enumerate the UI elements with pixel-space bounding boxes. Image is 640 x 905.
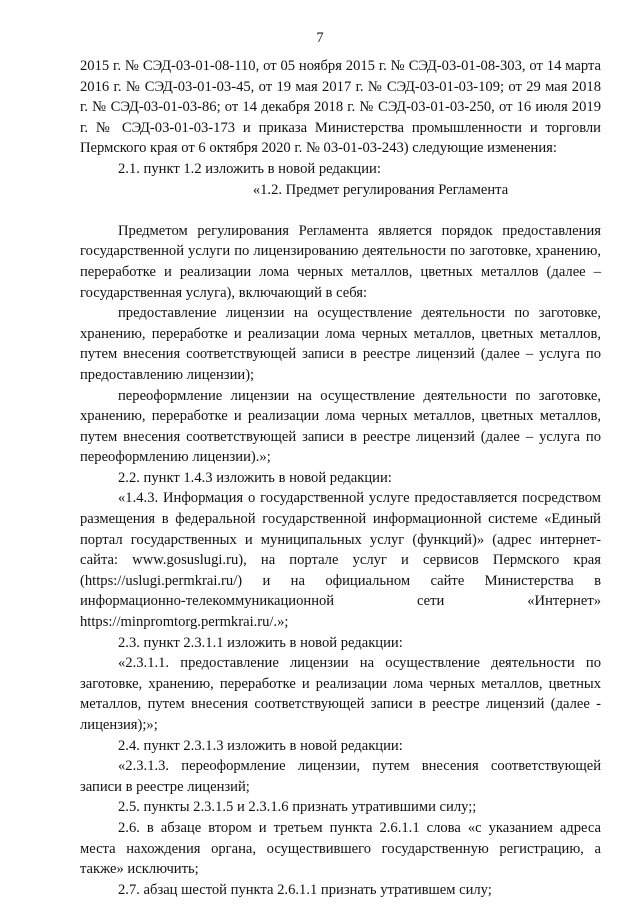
- paragraph-license-granting: предоставление лицензии на осуществление деятельности по заготовке, хранению, переработке и реализации лома черных металлов, цветных металлов, путем внесения соответствующей записи в реестре лицензий (далее – услуга по предоставлению лицензии);: [80, 305, 601, 383]
- paragraph-amendment-list: 2015 г. № СЭД-03-01-08-110, от 05 ноября 2015 г. № СЭД-03-01-08-303, от 14 марта 2016 г. № СЭД-03-01-03-45, от 19 мая 2017 г. № СЭД-03-01-03-109; от 29 мая 2018 г. № СЭД-03-01-03-86; от 14 декабря 2018 г. № СЭД-03-01-03-250, от 16 июля 2019 г. № СЭД-03-01-03-173 и приказа Министерства промышленности и торговли Пермского края от 6 октября 2020 г. № 03-01-03-243) следующие изменения:: [80, 58, 601, 157]
- paragraph-item-2-3: 2.3. пункт 2.3.1.1 изложить в новой редакции:: [118, 634, 403, 651]
- paragraph-item-2-1: 2.1. пункт 1.2 изложить в новой редакции:: [118, 160, 381, 177]
- paragraph-item-2-5: 2.5. пункты 2.3.1.5 и 2.3.1.6 признать утратившими силу;;: [118, 799, 477, 816]
- paragraph-item-2-3-1-3: «2.3.1.3. переоформление лицензии, путем внесения соответствующей записи в реестре лицензий;: [80, 758, 601, 795]
- document-body: [80, 56, 601, 900]
- paragraph-item-2-7: 2.7. абзац шестой пункта 2.6.1.1 признать утратившем силу;: [118, 881, 492, 898]
- page-number: 7: [316, 30, 324, 46]
- paragraph-license-reissue: переоформление лицензии на осуществление деятельности по заготовке, хранению, переработке и реализации лома черных металлов, цветных металлов, путем внесения соответствующей записи в реестре лицензий (далее – услуга по переоформлению лицензии).»;: [80, 387, 601, 466]
- paragraph-item-2-3-1-1: «2.3.1.1. предоставление лицензии на осуществление деятельности по заготовке, хранению, переработке и реализации лома черных металлов, цветных металлов, путем внесения соответствующей записи в реестре лицензий (далее - лицензия);»;: [80, 655, 601, 733]
- section-heading-1-2: «1.2. Предмет регулирования Регламента: [252, 181, 509, 198]
- paragraph-item-1-4-3: «1.4.3. Информация о государственной услуге предоставляется посредством размещения в федеральной государственной информационной системе «Единый портал государственных и муниципальных услуг (функций)» (адрес интернет-сайта: www.gosuslugi.ru), на портале услуг и сервисов Пермского края (https://uslugi.permkrai.ru/) и на официальном сайте Министерства в информационно-телекоммуникационной сети «Интернет» https://minpromtorg.permkrai.ru/.»;: [80, 490, 601, 631]
- paragraph-item-2-6: 2.6. в абзаце втором и третьем пункта 2.6.1.1 слова «с указанием адреса места нахождения органа, осуществившего государственную регистрацию, а также» исключить;: [80, 819, 601, 878]
- paragraph-item-2-2: 2.2. пункт 1.4.3 изложить в новой редакции:: [118, 469, 392, 486]
- paragraph-subject-of-regulation: Предметом регулирования Регламента является порядок предоставления государственной услуги по лицензированию деятельности по заготовке, хранению, переработке и реализации лома черных металлов, цветных металлов (далее – государственная услуга), включающий в себя:: [80, 222, 601, 301]
- paragraph-item-2-4: 2.4. пункт 2.3.1.3 изложить в новой редакции:: [118, 737, 403, 754]
